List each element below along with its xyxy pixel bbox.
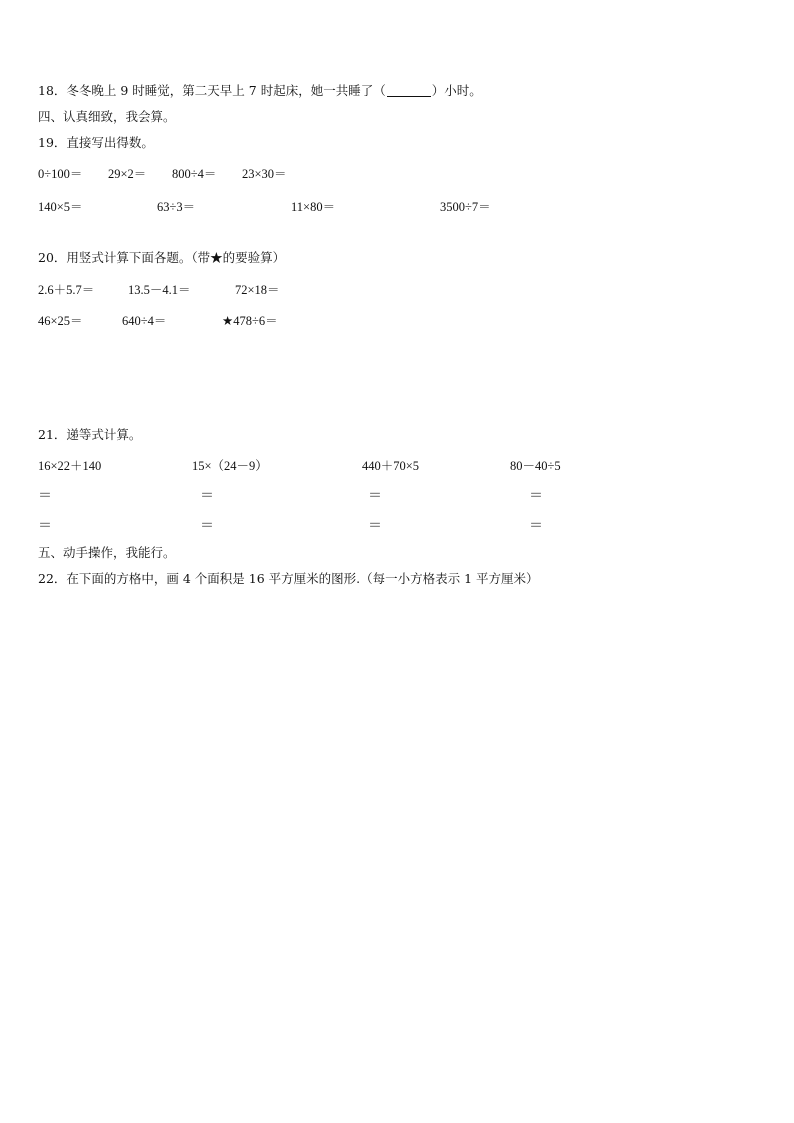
q21-expression: 15×（24－9） (192, 459, 268, 473)
answer-blank[interactable] (387, 84, 431, 97)
q21-expression: 16×22＋140 (38, 459, 102, 473)
question-22: 22．在下面的方格中，画 4 个面积是 16 平方厘米的图形.（每一小方格表示 1 平方厘米） (38, 571, 539, 586)
q19-item: 0÷100＝ (38, 167, 83, 181)
q19-item: 23×30＝ (242, 167, 287, 181)
equals-sign: ＝ (529, 518, 543, 534)
question-20-title: 20．用竖式计算下面各题。（带★的要验算） (38, 250, 286, 265)
q20-item: ★478÷6＝ (222, 314, 278, 328)
equals-sign: ＝ (368, 488, 382, 504)
q19-item: 3500÷7＝ (440, 200, 491, 214)
q20-item: 640÷4＝ (122, 314, 167, 328)
question-21-title: 21．递等式计算。 (38, 427, 142, 442)
section-4-heading: 四、认真细致，我会算。 (38, 109, 176, 124)
q19-item: 29×2＝ (108, 167, 147, 181)
q21-expression: 440＋70×5 (362, 459, 420, 473)
equals-sign: ＝ (38, 488, 52, 504)
equals-sign: ＝ (200, 518, 214, 534)
question-18 (38, 83, 482, 99)
q20-item: 72×18＝ (235, 283, 280, 297)
equals-sign: ＝ (200, 488, 214, 504)
q19-item: 63÷3＝ (157, 200, 196, 214)
q21-expression: 80－40÷5 (510, 459, 561, 473)
q20-item: 13.5－4.1＝ (128, 283, 191, 297)
equals-sign: ＝ (38, 518, 52, 534)
question-18-text: 18．冬冬晚上 9 时睡觉，第二天早上 7 时起床，她一共睡了（ (38, 83, 386, 98)
question-18-suffix: ）小时。 (431, 83, 482, 98)
q19-item: 140×5＝ (38, 200, 83, 214)
q19-item: 11×80＝ (291, 200, 336, 214)
q19-item: 800÷4＝ (172, 167, 217, 181)
q20-item: 46×25＝ (38, 314, 83, 328)
q20-item: 2.6＋5.7＝ (38, 283, 95, 297)
equals-sign: ＝ (368, 518, 382, 534)
section-5-heading: 五、动手操作，我能行。 (38, 545, 176, 560)
equals-sign: ＝ (529, 488, 543, 504)
question-19-title: 19．直接写出得数。 (38, 135, 154, 150)
